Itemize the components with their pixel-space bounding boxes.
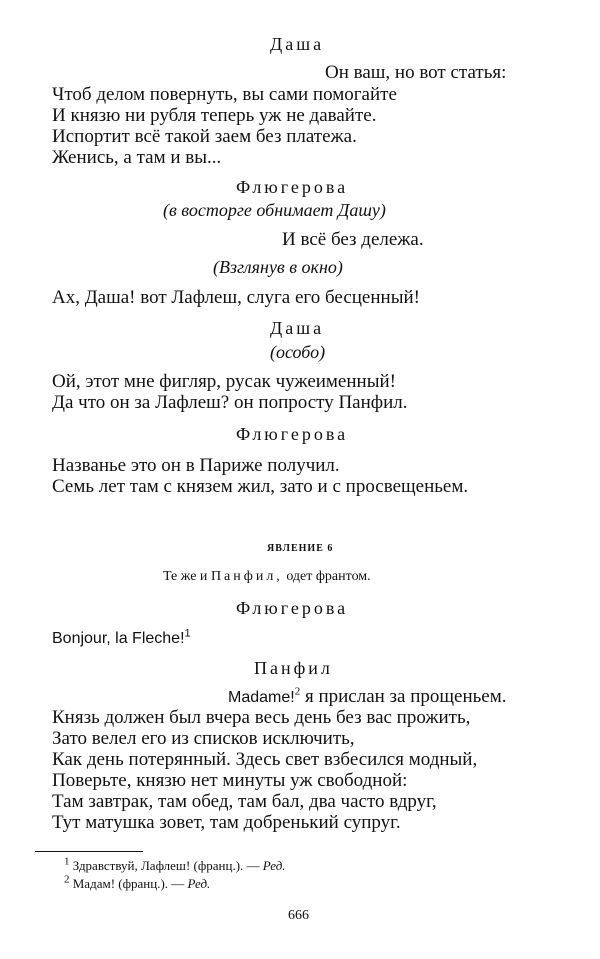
footnote-editor: Ред. <box>187 876 211 891</box>
verse-line: Испортит всё такой заем без платежа. <box>52 126 357 147</box>
verse-line: Ах, Даша! вот Лафлеш, слуга его бесценный! <box>52 287 420 308</box>
page-number: 666 <box>288 908 309 923</box>
cast-name: Панфил, <box>210 569 283 584</box>
french-word: Madame! <box>228 689 295 706</box>
verse-line: Женись, а там и вы... <box>52 147 222 168</box>
verse-line: Чтоб делом повернуть, вы сами помогайте <box>52 84 397 105</box>
verse-line: Семь лет там с князем жил, зато и с просвещеньем. <box>52 476 469 497</box>
stage-direction: (Взглянув в окно) <box>213 257 343 277</box>
stage-direction: (особо) <box>270 342 326 362</box>
verse-text: я прислан за прощеньем. <box>304 686 507 707</box>
speaker-flyugerova-2: Флюгерова <box>236 424 349 444</box>
verse-line: И князю ни рубля теперь уж не давайте. <box>52 105 377 126</box>
footnote-editor: Ред. <box>262 858 286 873</box>
footnote-ref: 1 <box>184 627 191 640</box>
verse-line: Зато велел его из списков исключить, <box>52 728 355 749</box>
footnote-mark: 1 <box>64 855 70 868</box>
speaker-dasha-1: Даша <box>270 34 325 54</box>
cast-prefix: Те же и <box>163 569 208 584</box>
cast-suffix: одет франтом. <box>286 569 371 584</box>
speaker-flyugerova-1: Флюгерова <box>236 177 349 197</box>
verse-line: Тут матушка зовет, там добренький супруг. <box>52 812 401 833</box>
verse-line: Поверьте, князю нет минуты уж свободной: <box>52 770 408 791</box>
verse-line <box>228 686 507 708</box>
verse-line: Князь должен был вчера весь день без вас прожить, <box>52 707 471 728</box>
verse-line: Там завтрак, там обед, там бал, два часто вдруг, <box>52 791 437 812</box>
stage-direction: (в восторге обнимает Дашу) <box>163 200 386 220</box>
verse-line: Ой, этот мне фигляр, русак чужеименный! <box>52 371 396 392</box>
verse-line: Как день потерянный. Здесь свет взбесился модный, <box>52 749 478 770</box>
footnote-rule <box>35 851 143 852</box>
footnote-text: Мадам! (франц.). — <box>72 876 185 891</box>
verse-line: Он ваш, но вот статья: <box>325 62 507 83</box>
scene-heading: ЯВЛЕНИЕ 6 <box>267 543 334 554</box>
verse-line-french <box>52 628 191 649</box>
french-greeting: Bonjour, la Fleche! <box>52 630 185 647</box>
verse-line: Названье это он в Париже получил. <box>52 455 340 476</box>
footnote-2 <box>64 873 211 892</box>
verse-line: И всё без дележа. <box>282 229 424 250</box>
footnote-text: Здравствуй, Лафлеш! (франц.). — <box>72 858 260 873</box>
footnote-mark: 2 <box>64 873 70 886</box>
cast-line <box>163 569 371 585</box>
speaker-panfil: Панфил <box>254 658 333 678</box>
speaker-dasha-2: Даша <box>270 318 325 338</box>
verse-line: Да что он за Лафлеш? он попросту Панфил. <box>52 392 408 413</box>
speaker-flyugerova-3: Флюгерова <box>236 598 349 618</box>
footnote-1 <box>64 855 286 874</box>
footnote-ref: 2 <box>294 685 301 698</box>
